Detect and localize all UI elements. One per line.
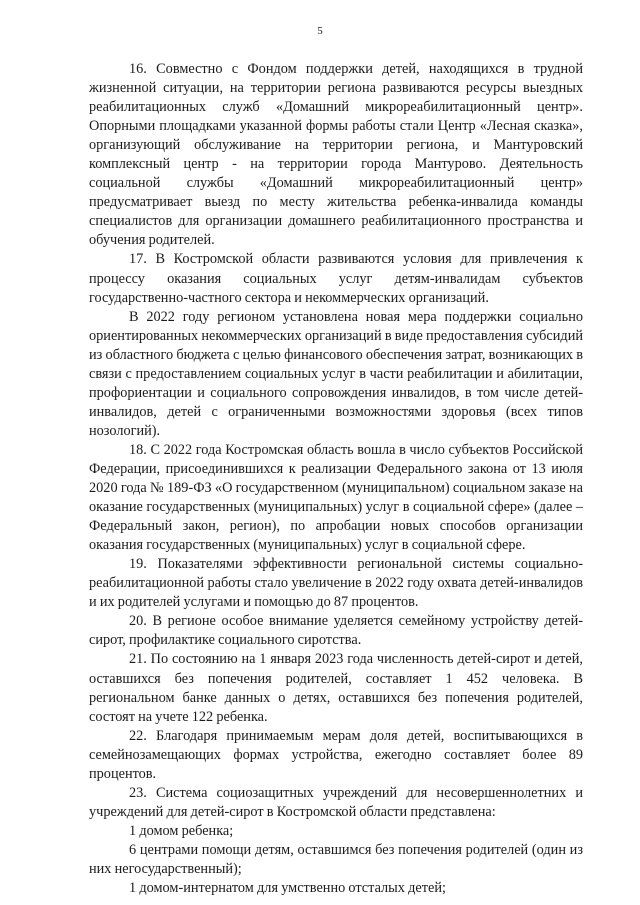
list-item: 1 домом ребенка; bbox=[129, 822, 234, 839]
paragraph-23: 23. Система социозащитных учреждений для несовершеннолетних и учреждений для детей-сирот в Костромской области представлена: bbox=[89, 784, 583, 820]
paragraph-18: 18. С 2022 года Костромская область вошла в число субъектов Российской Федерации, присоединившихся к реализации Федерального закона от 13 июля 2020 года № 189-ФЗ «О государственном (муниципальном) социальном заказе на оказание государственных (муниципальных) услуг в социальной сфере» (далее – Федеральный закон, регион), по апробации новых способов организации оказания государственных (муниципальных) услуг в социальной сфере. bbox=[89, 441, 583, 554]
page-number: 5 bbox=[317, 25, 323, 37]
list-item: 6 центрами помощи детям, оставшимся без попечения родителей (один из них негосударственный); bbox=[89, 841, 583, 877]
paragraph-16: 16. Совместно с Фондом поддержки детей, находящихся в трудной жизненной ситуации, на территории региона развиваются ресурсы выездных реабилитационных служб «Домашний микрореабилитационный центр». Опорными площадками указанной формы работы стали Центр «Лесная сказка», организующий обслуживание на территории региона, и Мантуровский комплексный центр - на территории города Мантурово. Деятельность социальной службы «Домашний микрореабилитационный центр» предусматривает выезд по месту жительства ребенка-инвалида команды специалистов для организации домашнего реабилитационного пространства и обучения родителей. bbox=[89, 61, 583, 249]
paragraph-17-support-measure: В 2022 году регионом установлена новая мера поддержки социально ориентированных некоммерческих организаций в виде предоставления субсидий из областного бюджета с целью финансового обеспечения затрат, возникающих в связи с предоставлением социальных услуг в части реабилитации и абилитации, профориентации и социального сопровождения инвалидов, в том числе детей-инвалидов, детей с ограниченными возможностями здоровья (всех типов нозологий). bbox=[89, 308, 583, 439]
paragraph-22: 22. Благодаря принимаемым мерам доля детей, воспитывающихся в семейнозамещающих формах устройства, ежегодно составляет более 89 процентов. bbox=[89, 727, 583, 782]
paragraph-17: 17. В Костромской области развиваются условия для привлечения к процессу оказания социальных услуг детям-инвалидам субъектов государственно-частного сектора и некоммерческих организаций. bbox=[89, 251, 583, 306]
list-item: 1 домом-интернатом для умственно отсталых детей; bbox=[129, 880, 446, 897]
paragraph-20: 20. В регионе особое внимание уделяется семейному устройству детей-сирот, профилактике социального сиротства. bbox=[89, 613, 583, 649]
paragraph-19: 19. Показателями эффективности региональной системы социально-реабилитационной работы стало увеличение в 2022 году охвата детей-инвалидов и их родителей услугами и помощью до 87 процентов. bbox=[89, 556, 583, 611]
document-body bbox=[89, 60, 583, 898]
paragraph-21: 21. По состоянию на 1 января 2023 года численность детей-сирот и детей, оставшихся без попечения родителей, составляет 1 452 человека. В региональном банке данных о детях, оставшихся без попечения родителей, состоят на учете 122 ребенка. bbox=[89, 651, 583, 725]
